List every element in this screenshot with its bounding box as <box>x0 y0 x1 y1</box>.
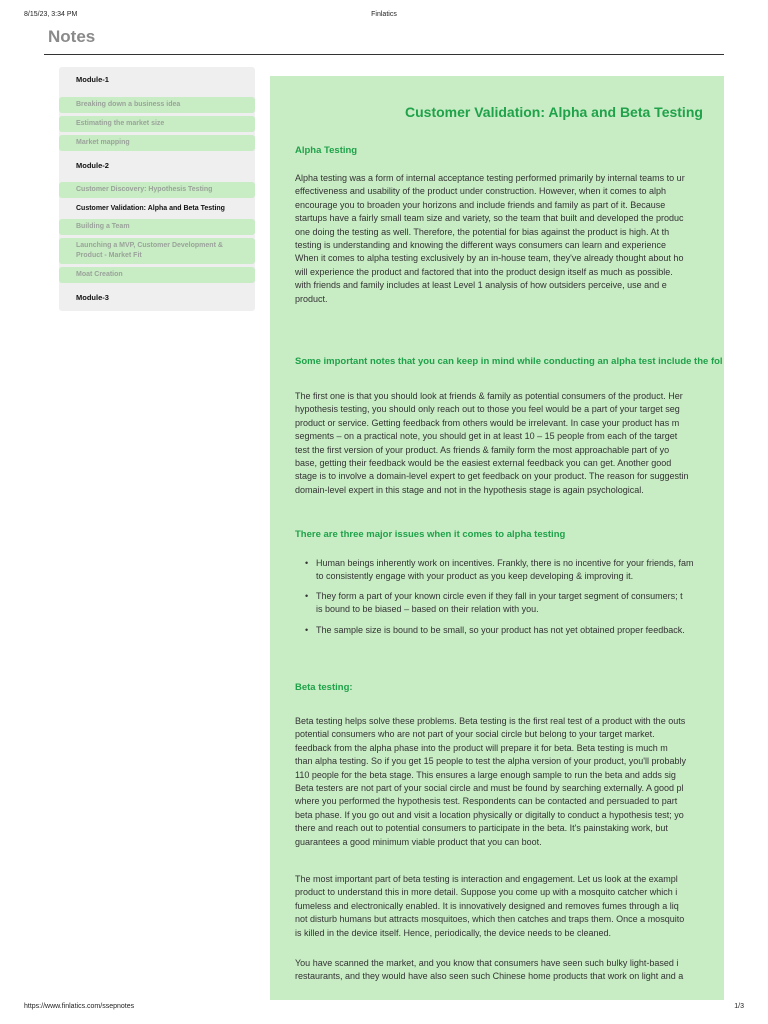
paragraph-beta <box>295 715 724 849</box>
paragraph-important-part <box>295 873 724 940</box>
text-line: than alpha testing. So if you get 15 people to test the alpha version of your product, you'll probably <box>295 756 686 767</box>
page-title: Notes <box>48 27 96 46</box>
text-line: is bound to be biased – based on their relation with you. <box>316 604 539 615</box>
text-line: Beta testers are not part of your social circle and must be found by searching externally. A good pl <box>295 783 684 794</box>
text-line: 110 people for the beta stage. This ensures a large enough sample to run the beta and adds sig <box>295 769 676 780</box>
text-line: where you performed the hypothesis test. Respondents can be contacted and persuaded to part <box>295 796 678 807</box>
sidebar-item-moat-creation[interactable] <box>59 267 255 283</box>
sidebar-item-label: Launching a MVP, Customer Development & Product - Market Fit <box>76 242 223 259</box>
bullet-dot-icon: • <box>305 625 309 635</box>
bullet-dot-icon: • <box>305 591 309 601</box>
text-line: guarantees a good minimum viable product that you can boot. <box>295 836 542 847</box>
text-line: product. <box>295 293 328 304</box>
text-line: test the first version of your product. As friends & family form the most approachable part of yo <box>295 444 670 455</box>
text-line: Alpha testing was a form of internal acceptance testing performed primarily by internal teams to ur <box>295 173 685 183</box>
sidebar-item-market-size[interactable] <box>59 116 255 132</box>
bullet-text <box>316 624 724 637</box>
paragraph-scanned-market <box>295 957 724 984</box>
text-line: with friends and family includes at least Level 1 analysis of how outsiders perceive, use and e <box>295 280 667 291</box>
print-footer <box>24 1003 744 1013</box>
article-title: Customer Validation: Alpha and Beta Testing <box>405 104 703 120</box>
text-line: The most important part of beta testing is interaction and engagement. Let us look at the exampl <box>295 874 678 884</box>
sidebar-item-label: Breaking down a business idea <box>76 101 181 108</box>
text-line: is killed in the device itself. Hence, periodically, the device needs to be cleaned. <box>295 927 612 938</box>
text-line: hypothesis testing, you should only reach out to those you feel would be a part of your target seg <box>295 404 680 415</box>
print-url: https://www.finlatics.com/ssepnotes <box>24 1003 135 1010</box>
sidebar <box>59 67 255 311</box>
bullet-dot-icon: • <box>305 558 309 568</box>
sidebar-item-label: Moat Creation <box>76 271 123 278</box>
print-site-title: Finlatics <box>371 11 397 18</box>
title-divider <box>44 54 724 55</box>
text-line: Human beings inherently work on incentives. Frankly, there is no incentive for your friends, fam <box>316 558 694 568</box>
text-line: will experience the product and factored that into the product design itself as much as possible. <box>295 266 673 277</box>
text-line: The first one is that you should look at friends & family as potential consumers of the product. Her <box>295 391 683 401</box>
sidebar-item-launching-mvp[interactable] <box>59 238 255 264</box>
text-line: restaurants, and they would have also seen such Chinese home products that work on light and a <box>295 971 684 982</box>
module-3-label: Module-3 <box>76 293 109 302</box>
text-line: segments – on a practical note, you should get in at least 10 – 15 people from each of the target <box>295 431 678 442</box>
sidebar-item-label: Market mapping <box>76 139 130 146</box>
text-line: You have scanned the market, and you know that consumers have seen such bulky light-based i <box>295 958 679 968</box>
sidebar-item-label: Customer Validation: Alpha and Beta Testing <box>76 205 225 212</box>
article-panel <box>270 76 724 1000</box>
text-line: effectiveness and usability of the product under construction. However, when it comes to alph <box>295 186 667 197</box>
bullet-text <box>316 557 724 584</box>
sidebar-item-label: Estimating the market size <box>76 120 165 127</box>
sidebar-item-building-team[interactable] <box>59 219 255 235</box>
text-line: product or service. Getting feedback from others would be irrelevant. In case your product has m <box>295 417 680 428</box>
text-line: domain-level expert in this stage and not in the hypothesis stage is again psychological. <box>295 484 644 495</box>
text-line: not disturb humans but attracts mosquitoes, which then catches and traps them. Once a mosquito <box>295 914 685 925</box>
sidebar-item-breaking-down-idea[interactable] <box>59 97 255 113</box>
module-1-label: Module-1 <box>76 75 109 84</box>
text-line: there and reach out to potential consumers to participate in the beta. It's painstaking work, but <box>295 823 668 834</box>
heading-alpha-testing: Alpha Testing <box>295 145 358 156</box>
sidebar-item-hypothesis-testing[interactable] <box>59 182 255 198</box>
text-line: testing is understanding and knowing the different ways consumers can learn and experience <box>295 240 667 251</box>
text-line: startups have a fairly small team size and variety, so the team that built and developed the produc <box>295 213 684 224</box>
text-line: The sample size is bound to be small, so your product has not yet obtained proper feedback. <box>316 625 685 635</box>
text-line: They form a part of your known circle even if they fall in your target segment of consumers; t <box>316 591 683 601</box>
heading-three-issues: There are three major issues when it comes to alpha testing <box>295 529 566 540</box>
text-line: fumeless and electronically enabled. It is innovatively designed and removes fumes through a liq <box>295 900 679 911</box>
sidebar-module-1[interactable] <box>59 75 255 87</box>
paragraph-notes <box>295 390 724 497</box>
sidebar-module-2[interactable] <box>59 161 255 173</box>
text-line: product to understand this in more detail. Suppose you come up with a mosquito catcher which i <box>295 887 678 898</box>
module-2-label: Module-2 <box>76 161 109 170</box>
text-line: one doing the testing as well. Therefore, the potential for bias against the product is high. At th <box>295 226 670 237</box>
sidebar-item-label: Customer Discovery: Hypothesis Testing <box>76 186 213 193</box>
heading-beta-testing: Beta testing: <box>295 682 353 693</box>
sidebar-item-label: Building a Team <box>76 223 130 230</box>
print-datetime: 8/15/23, 3:34 PM <box>24 11 78 18</box>
heading-important-notes: Some important notes that you can keep in mind while conducting an alpha test include the fol <box>295 356 723 367</box>
text-line: base, getting their feedback would be the easiest external feedback you can get. Another good <box>295 458 672 469</box>
sidebar-item-market-mapping[interactable] <box>59 135 255 151</box>
text-line: to consistently engage with your product as you keep developing & improving it. <box>316 571 634 582</box>
print-page-number: 1/3 <box>734 1003 744 1010</box>
text-line: Beta testing helps solve these problems. Beta testing is the first real test of a product with the outs <box>295 716 686 726</box>
text-line: When it comes to alpha testing exclusively by an in-house team, they've already thought about ho <box>295 253 684 264</box>
text-line: encourage you to broaden your horizons and include friends and family as part of it. Because <box>295 199 666 210</box>
text-line: feedback from the alpha phase into the product will prepare it for beta. Beta testing is much m <box>295 742 668 753</box>
text-line: beta phase. If you go out and visit a location physically or digitally to conduct a hypothesis test; yo <box>295 809 684 820</box>
paragraph-alpha <box>295 172 724 306</box>
sidebar-module-3[interactable] <box>59 293 255 305</box>
print-header <box>24 11 744 23</box>
text-line: potential consumers who are not part of your social circle but belong to your target market. <box>295 729 655 740</box>
bullet-text <box>316 590 724 617</box>
text-line: stage is to involve a domain-level expert to get feedback on your product. The reason for suggestin <box>295 471 689 482</box>
sidebar-item-alpha-beta-testing[interactable] <box>59 201 255 217</box>
